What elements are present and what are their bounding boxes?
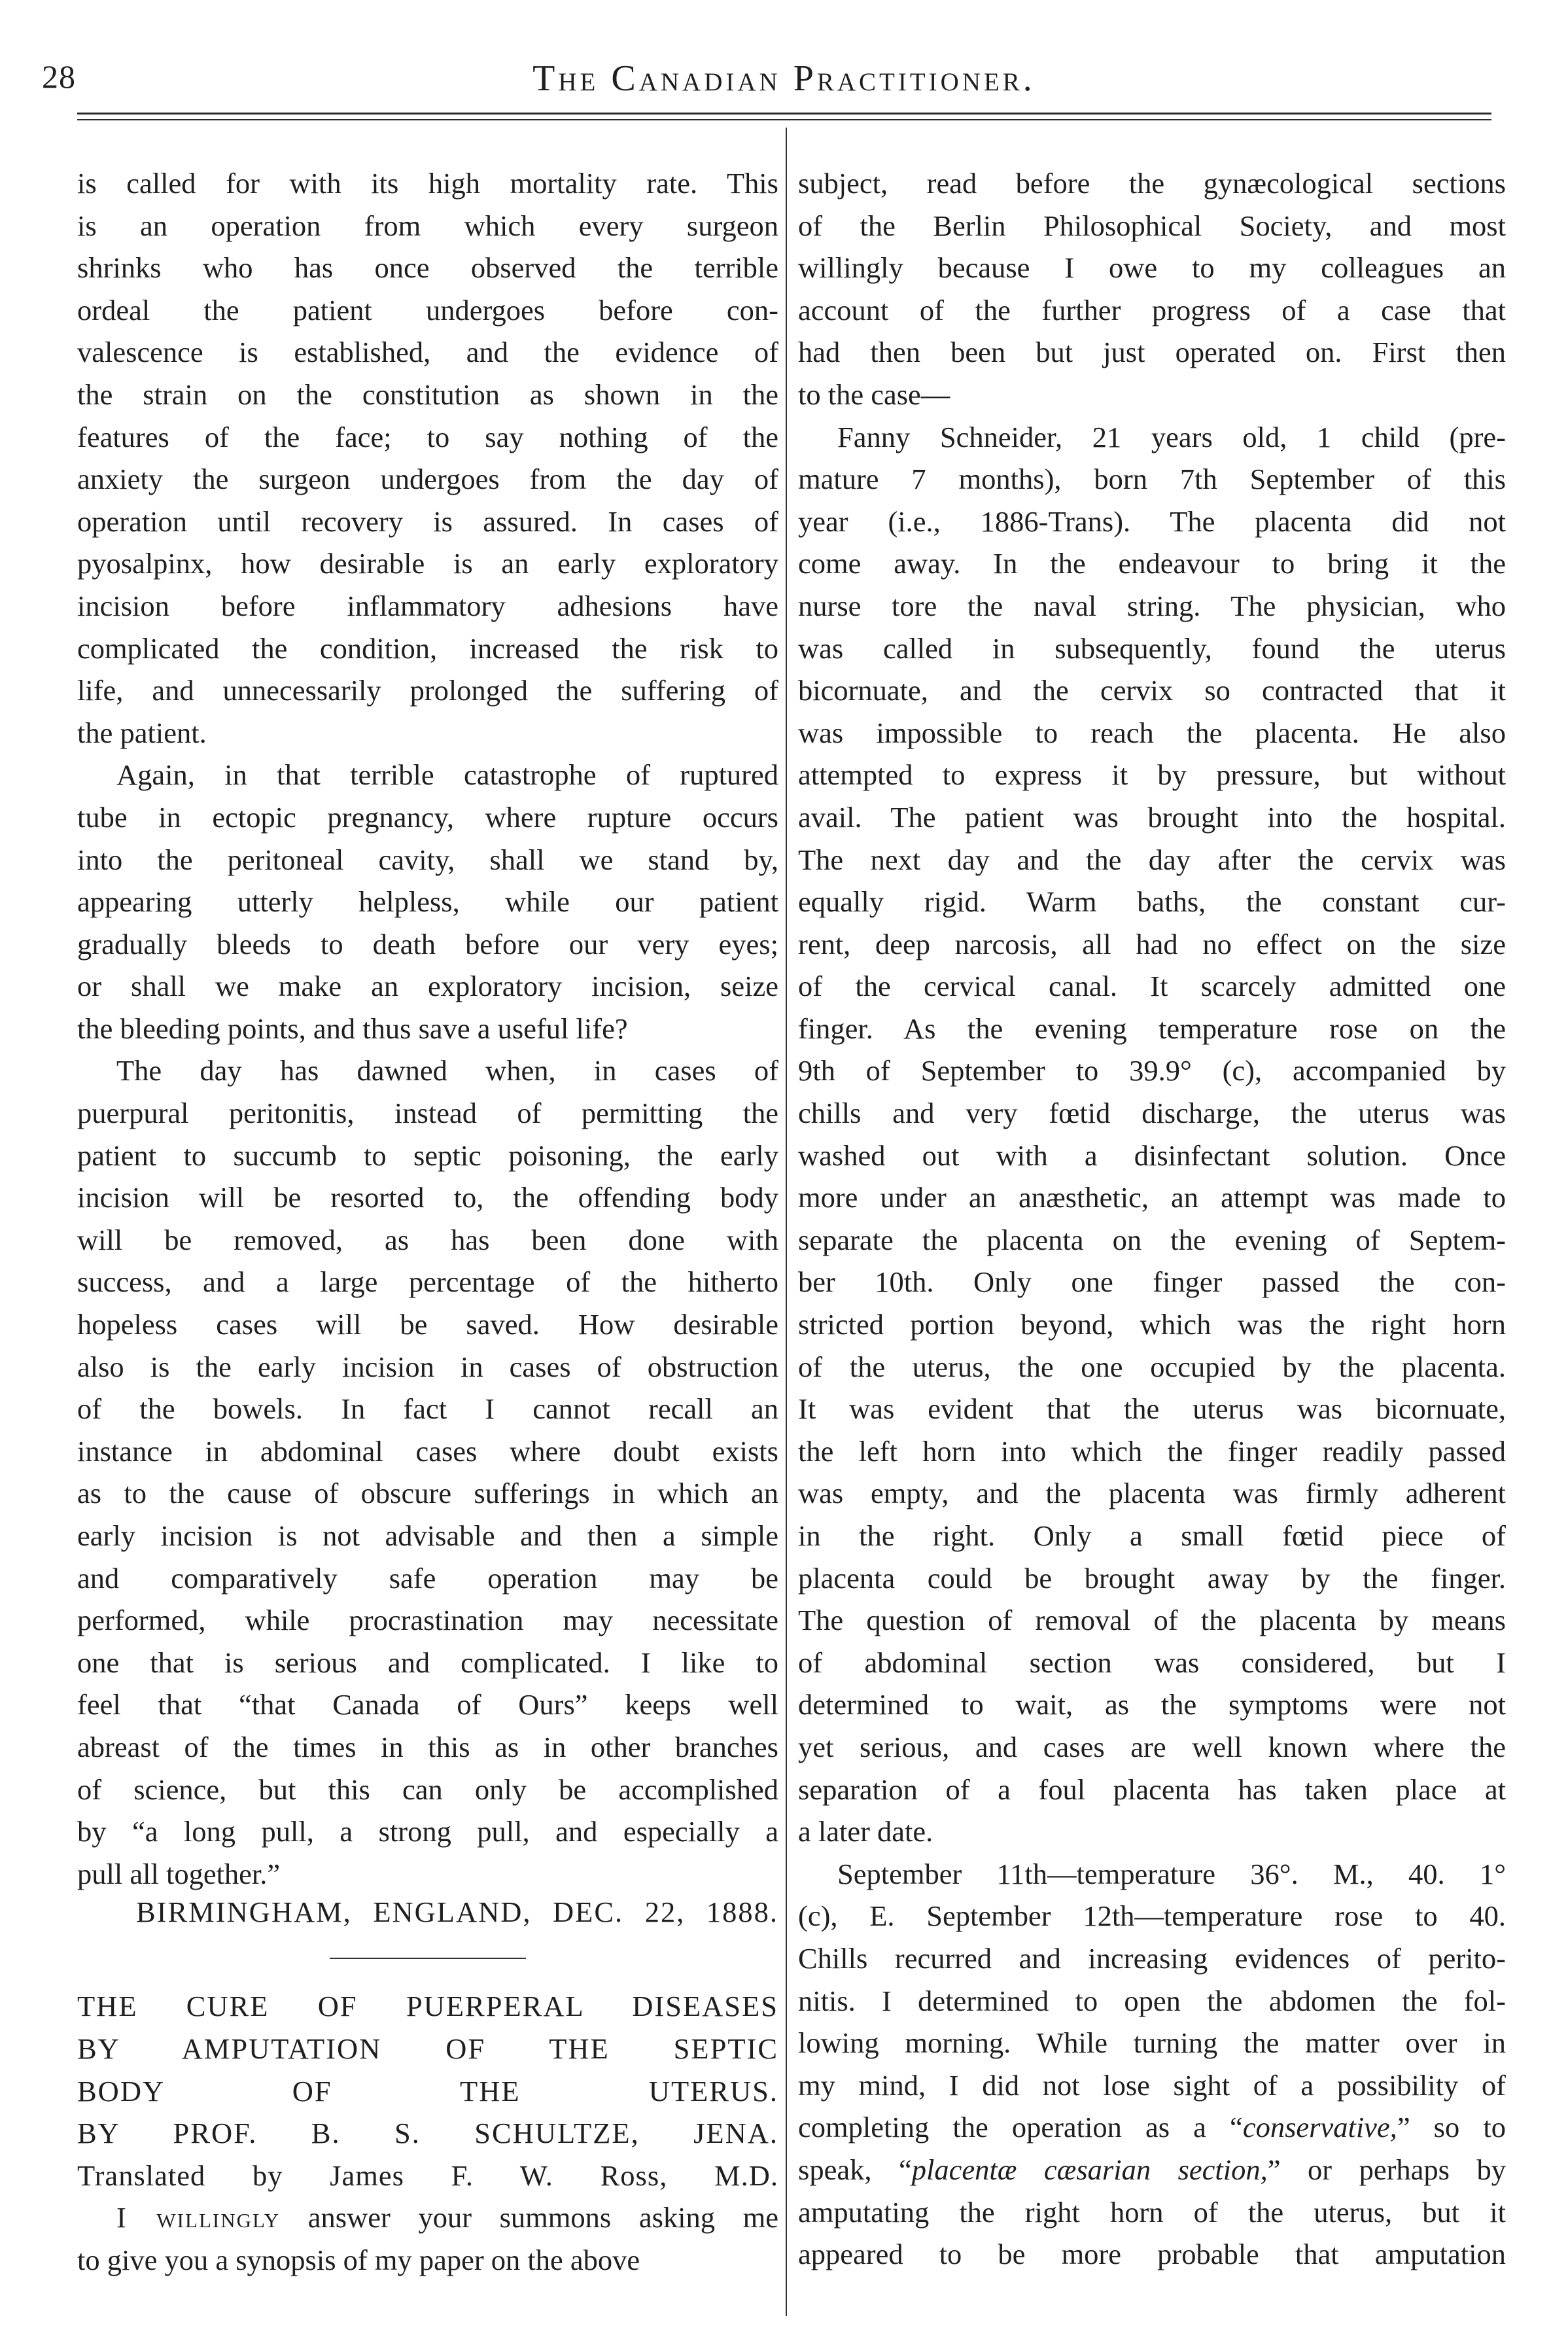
text-line: is an operation from which every surgeon xyxy=(77,209,778,242)
text-line: mature 7 months), born 7th September of this xyxy=(798,463,1506,496)
running-header xyxy=(0,39,1568,111)
column-divider xyxy=(786,128,787,2316)
text-line: year (i.e., 1886-Trans). The placenta did not xyxy=(798,504,1506,538)
paragraph xyxy=(798,162,1506,416)
article-title-line: THE CURE OF PUERPERAL DISEASES xyxy=(77,1990,778,2023)
text-line: puerpural peritonitis, instead of permitting the xyxy=(77,1097,778,1130)
paragraph xyxy=(798,416,1506,1853)
text-line: incision before inflammatory adhesions have xyxy=(77,589,778,622)
right-column xyxy=(798,162,1506,2276)
text-line: The day has dawned when, in cases of xyxy=(116,1054,778,1087)
text-line: was called in subsequently, found the uterus xyxy=(798,631,1506,665)
text-line: (c), E. September 12th—temperature rose to 40. xyxy=(798,1899,1506,1933)
italic-run: conservative, xyxy=(1242,2111,1397,2144)
text-run: speak, “ xyxy=(798,2153,912,2186)
text-line: hopeless cases will be saved. How desirable xyxy=(77,1308,778,1341)
translator-credit: Translated by James F. W. Ross, M.D. xyxy=(77,2159,778,2192)
header-rule xyxy=(77,113,1491,115)
text-line: ber 10th. Only one finger passed the con- xyxy=(798,1265,1506,1299)
text-line: by “a long pull, a strong pull, and especially a xyxy=(77,1815,778,1848)
text-line: was impossible to reach the placenta. He also xyxy=(798,716,1506,749)
text-line: amputating the right horn of the uterus, but it xyxy=(798,2195,1506,2229)
text-line: rent, deep narcosis, all had no effect on the size xyxy=(798,927,1506,961)
text-line: Fanny Schneider, 21 years old, 1 child (pre- xyxy=(837,420,1506,453)
text-line: 9th of September to 39.9° (c), accompanied by xyxy=(798,1054,1506,1087)
text-line: also is the early incision in cases of obstruction xyxy=(77,1350,778,1383)
text-line: had then been but just operated on. First then xyxy=(798,336,1506,369)
text-line: will be removed, as has been done with xyxy=(77,1223,778,1256)
article-title-line: BODY OF THE UTERUS. xyxy=(77,2074,778,2108)
text-line: avail. The patient was brought into the hospital. xyxy=(798,800,1506,834)
text-line: of the Berlin Philosophical Society, and most xyxy=(798,209,1506,242)
text-line: valescence is established, and the evidence of xyxy=(77,336,778,369)
running-title: The Canadian Practitioner. xyxy=(532,58,1036,99)
text-line: September 11th—temperature 36°. M., 40. 1° xyxy=(837,1857,1506,1890)
text-line: of the uterus, the one occupied by the placenta. xyxy=(798,1350,1506,1383)
text-line: and comparatively safe operation may be xyxy=(77,1561,778,1595)
text-line: It was evident that the uterus was bicornuate, xyxy=(798,1392,1506,1426)
byline: BY PROF. B. S. SCHULTZE, JENA. xyxy=(77,2117,778,2150)
text-line: yet serious, and cases are well known where the xyxy=(798,1730,1506,1763)
text-line: as to the cause of obscure sufferings in which an xyxy=(77,1477,778,1510)
article-opening-line: to give you a synopsis of my paper on the above xyxy=(77,2243,640,2276)
text-line: placenta could be brought away by the finger. xyxy=(798,1561,1506,1595)
text-line: ordeal the patient undergoes before con- xyxy=(77,293,778,326)
text-line: determined to wait, as the symptoms were not xyxy=(798,1688,1506,1721)
section-separator xyxy=(330,1958,526,1959)
article-title xyxy=(77,1985,778,2112)
text-line: more under an anæsthetic, an attempt was made to xyxy=(798,1181,1506,1214)
text-line: tube in ectopic pregnancy, where rupture occurs xyxy=(77,800,778,834)
text-line: subject, read before the gynæcological sections xyxy=(798,167,1506,200)
drop-lead: I willingly xyxy=(116,2201,281,2234)
text-line: nitis. I determined to open the abdomen the fol- xyxy=(798,1984,1506,2017)
text-line: features of the face; to say nothing of the xyxy=(77,420,778,453)
text-line: instance in abdominal cases where doubt exists xyxy=(77,1434,778,1468)
text-line: separation of a foul placenta has taken place at xyxy=(798,1772,1506,1806)
article-opening-line xyxy=(77,2196,778,2239)
text-line: Chills recurred and increasing evidences of perito- xyxy=(798,1941,1506,1975)
text-line: stricted portion beyond, which was the right horn xyxy=(798,1308,1506,1341)
text-line: the left horn into which the finger readily passed xyxy=(798,1434,1506,1468)
text-line: one that is serious and complicated. I like to xyxy=(77,1646,778,1679)
text-line: come away. In the endeavour to bring it the xyxy=(798,547,1506,580)
text-line: bicornuate, and the cervix so contracted that it xyxy=(798,674,1506,707)
text-line: chills and very fœtid discharge, the uterus was xyxy=(798,1097,1506,1130)
text-line: washed out with a disinfectant solution. Once xyxy=(798,1138,1506,1172)
text-line: account of the further progress of a case that xyxy=(798,293,1506,326)
signoff: BIRMINGHAM, ENGLAND, DEC. 22, 1888. xyxy=(136,1896,778,1929)
text-line: of science, but this can only be accomplished xyxy=(77,1772,778,1806)
text-line: equally rigid. Warm baths, the constant cur- xyxy=(798,885,1506,919)
text-line: The next day and the day after the cervix was xyxy=(798,843,1506,876)
text-line: willingly because I owe to my colleagues an xyxy=(798,251,1506,285)
text-line: incision will be resorted to, the offending body xyxy=(77,1181,778,1214)
text-line: gradually bleeds to death before our very eyes; xyxy=(77,927,778,961)
opening-text: answer your summons asking me xyxy=(280,2201,778,2234)
text-line: feel that “that Canada of Ours” keeps well xyxy=(77,1688,778,1721)
text-line: performed, while procrastination may necessitate xyxy=(77,1604,778,1637)
text-line: of abdominal section was considered, but I xyxy=(798,1646,1506,1679)
text-line: the bleeding points, and thus save a useful life? xyxy=(77,1012,628,1045)
page-number: 28 xyxy=(42,58,76,95)
text-line: anxiety the surgeon undergoes from the day of xyxy=(77,463,778,496)
text-line: in the right. Only a small fœtid piece of xyxy=(798,1519,1506,1552)
text-line: The question of removal of the placenta by means xyxy=(798,1604,1506,1637)
text-line: to the case— xyxy=(798,378,950,411)
text-line: my mind, I did not lose sight of a possibility of xyxy=(798,2068,1506,2102)
text-line: complicated the condition, increased the risk to xyxy=(77,631,778,665)
text-line: a later date. xyxy=(798,1815,933,1848)
text-run: ” or perhaps by xyxy=(1267,2153,1507,2186)
text-line: appeared to be more probable that amputation xyxy=(798,2238,1506,2271)
paragraph xyxy=(77,162,778,754)
text-run: completing the operation as a “ xyxy=(798,2111,1243,2144)
text-line: separate the placenta on the evening of Septem- xyxy=(798,1223,1506,1256)
text-line xyxy=(798,2106,1506,2149)
paragraph xyxy=(77,754,778,1049)
text-line: the strain on the constitution as shown in the xyxy=(77,378,778,411)
text-line: operation until recovery is assured. In cases of xyxy=(77,504,778,538)
text-line: or shall we make an exploratory incision, seize xyxy=(77,970,778,1003)
text-line: nurse tore the naval string. The physician, who xyxy=(798,589,1506,622)
text-line: pyosalpinx, how desirable is an early exploratory xyxy=(77,547,778,580)
paragraph xyxy=(798,1853,1506,2107)
text-line: of the bowels. In fact I cannot recall an xyxy=(77,1392,778,1426)
text-line: attempted to express it by pressure, but without xyxy=(798,758,1506,792)
paragraph xyxy=(77,1049,778,1895)
text-line: of the cervical canal. It scarcely admitted one xyxy=(798,970,1506,1003)
text-line: abreast of the times in this as in other branches xyxy=(77,1730,778,1763)
text-line: lowing morning. While turning the matter over in xyxy=(798,2026,1506,2060)
text-run: ” so to xyxy=(1397,2111,1506,2144)
text-line: the patient. xyxy=(77,716,207,749)
text-line: into the peritoneal cavity, shall we stand by, xyxy=(77,843,778,876)
header-rule-thin xyxy=(77,119,1491,120)
text-line: early incision is not advisable and then a simple xyxy=(77,1519,778,1552)
text-line: finger. As the evening temperature rose on the xyxy=(798,1012,1506,1045)
text-line: life, and unnecessarily prolonged the suffering of xyxy=(77,674,778,707)
text-line: was empty, and the placenta was firmly adherent xyxy=(798,1477,1506,1510)
text-line: appearing utterly helpless, while our patient xyxy=(77,885,778,919)
text-line: shrinks who has once observed the terrible xyxy=(77,251,778,285)
text-line: pull all together.” xyxy=(77,1857,281,1890)
text-line: patient to succumb to septic poisoning, the early xyxy=(77,1138,778,1172)
left-column xyxy=(77,162,778,2282)
text-line: success, and a large percentage of the hitherto xyxy=(77,1265,778,1299)
text-line: is called for with its high mortality rate. This xyxy=(77,167,778,200)
italic-run: placentæ cæsarian section, xyxy=(911,2153,1268,2186)
text-line: Again, in that terrible catastrophe of ruptured xyxy=(116,758,778,792)
text-line xyxy=(798,2149,1506,2191)
article-title-line: BY AMPUTATION OF THE SEPTIC xyxy=(77,2032,778,2065)
